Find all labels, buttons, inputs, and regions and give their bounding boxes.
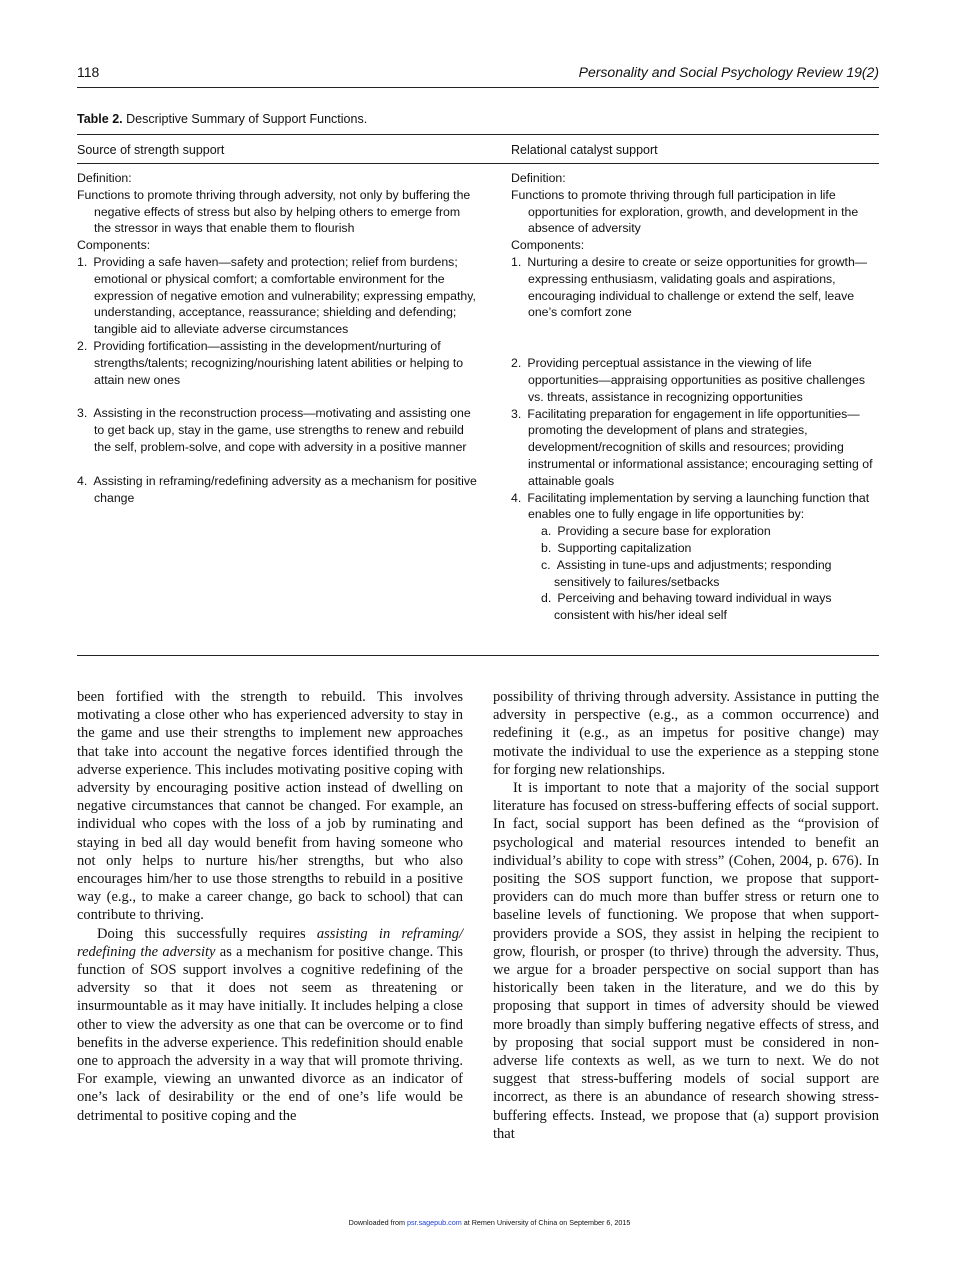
body-left-paragraph-2 — [77, 925, 463, 1125]
right-component-4: 4. Facilitating implementation by serving a launching function that enables one to fully engage in life opportunities by: — [511, 490, 870, 522]
body-left-p2-start: Doing this successfully requires — [97, 925, 317, 942]
left-definition-text: Functions to promote thriving through adversity, not only by buffering the negative effects of stress but also by helping others to emerge from the stressor in ways that enable them to flourish — [77, 187, 471, 236]
table-col-left-heading: Source of strength support — [77, 143, 225, 157]
right-components-label: Components: — [511, 238, 585, 253]
table-col-right-heading: Relational catalyst support — [511, 143, 658, 157]
left-component-3: 3. Assisting in the reconstruction process—motivating and assisting one to get back up, stay in the game, use strengths to renew and rebuild the self, problem-solve, and cope with adversity in a positive manner — [77, 406, 471, 454]
left-components-label: Components: — [77, 238, 151, 253]
body-right-paragraph-1: possibility of thriving through adversity. Assistance in putting the adversity in perspective (e.g., as a common occurrence) and redefining it (e.g., as an impetus for positive change) may motivate the individual to use the experience as a stepping stone for forging new relationships. — [493, 689, 879, 778]
journal-title: Personality and Social Psychology Review 19(2) — [578, 64, 879, 80]
page-number: 118 — [77, 64, 100, 80]
left-component-1: 1. Providing a safe haven—safety and protection; relief from burdens; emotional or physical comfort; a comfortable environment for the expression of negative emotion and vulnerability; expressing empathy, understanding, acceptance, reassurance; shielding and defending; tangible aid to alleviate adverse circumstances — [77, 254, 476, 337]
footer-link[interactable]: psr.sagepub.com — [406, 1218, 462, 1227]
right-component-1: 1. Nurturing a desire to create or seize opportunities for growth—expressing enthusiasm, validating goals and aspirations, encouraging individual to challenge or extend the self, leave one’s comfort zone — [511, 254, 868, 320]
download-footer — [0, 1218, 979, 1227]
footer-suffix: at Remen University of China on September 6, 2015 — [461, 1218, 631, 1227]
body-left-p2-end: as a mechanism for positive change. This function of SOS support involves a cognitive redefining of the adversity so that it does not seem as threatening or insurmountable as it may have initially. It includes helping a close other to view the adversity as one that can be overcome or to find benefits in the adverse experience. This redefinition should enable one to approach the adversity in a way that will promote thriving. For example, viewing an unwanted divorce as an indicator of one’s lack of desirability or the end of one’s life would be detrimental to positive coping and the — [77, 943, 463, 1124]
body-right-paragraph-2: It is important to note that a majority of the social support literature has focused on stress-buffering effects of social support. In fact, social support has been defined as the “provision of psychological and material resources intended to benefit an individual’s ability to cope with stress” (Cohen, 2004, p. 676). In positing the SOS support function, we propose that support-providers can do much more than buffer stress or return one to baseline levels of functioning. We propose that when support-providers provide a SOS, they assist in helping the recipient to grow, flourish, or prosper (to thrive) through the adversity. Thus, we argue for a broader perspective on social support than has historically been taken in the literature, and we do this by proposing that support in times of adversity should be viewed more broadly than simply buffering negative effects of stress, and by proposing that social support must be considered in non-adverse life contexts as well, as we turn to next. We do not suggest that stress-buffering models of social support are incorrect, as there is an abundance of research showing stress-buffering effects. Instead, we propose that (a) support provision that — [493, 780, 879, 1142]
body-left-paragraph-1: been fortified with the strength to rebuild. This involves motivating a close other who has experienced adversity to stay in the game and use their strengths to implement new approaches that take into account the negative forces identified through the adverse experience. This includes motivating positive coping with adversity by encouraging positive action instead of dwelling on negative circumstances that cannot be changed. For example, an individual who copes with the loss of a job by ruminating and staying in bed all day would benefit from having someone who not only helps to nurture his/her strengths, but who also encourages him/her to use those strengths to rebuild in a positive way (e.g., to make a career change, go back to school) that can contribute to thriving. — [77, 689, 463, 924]
table-caption-label: Table 2. — [77, 112, 123, 126]
footer-prefix: Downloaded from — [348, 1218, 407, 1227]
right-subitem-c: c. Assisting in tune-ups and adjustments; responding sensitively to failures/setbacks — [541, 557, 832, 589]
body-left-p2-italic: assisting in reframing/ redefining the adversity — [77, 925, 463, 960]
table-top-rule — [77, 134, 879, 135]
right-definition-label: Definition: — [511, 171, 566, 185]
right-component-2: 2. Providing perceptual assistance in the viewing of life opportunities—appraising opportunities as positive challenges vs. threats, assistance in recognizing opportunities — [511, 356, 866, 404]
body-left-column — [77, 688, 463, 1125]
table-caption — [77, 112, 367, 126]
table-head-rule — [77, 163, 879, 164]
right-definition-text: Functions to promote thriving through full participation in life opportunities for exploration, growth, and development in the absence of adversity — [511, 187, 859, 236]
right-component-3: 3. Facilitating preparation for engagement in life opportunities—promoting the development of plans and strategies, development/recognition of skills and resources; providing instrumental or informational assistance; encouraging setting of attainable goals — [511, 406, 873, 488]
left-definition-label: Definition: — [77, 171, 132, 185]
header-rule — [77, 87, 879, 88]
table-right-column — [511, 170, 879, 624]
right-subitem-a: a. Providing a secure base for exploration — [541, 524, 771, 539]
right-subitem-d: d. Perceiving and behaving toward individual in ways consistent with his/her ideal self — [541, 591, 832, 623]
body-right-column — [493, 688, 879, 1143]
right-subitem-b: b. Supporting capitalization — [541, 540, 692, 555]
left-component-4: 4. Assisting in reframing/redefining adversity as a mechanism for positive change — [77, 473, 477, 505]
table-left-column — [77, 170, 477, 506]
running-header — [77, 64, 879, 84]
left-component-2: 2. Providing fortification—assisting in the development/nurturing of strengths/talents; recognizing/nourishing latent abilities or helping to attain new ones — [77, 338, 464, 387]
table-bottom-rule — [77, 655, 879, 656]
table-caption-text: Descriptive Summary of Support Functions. — [126, 112, 368, 126]
